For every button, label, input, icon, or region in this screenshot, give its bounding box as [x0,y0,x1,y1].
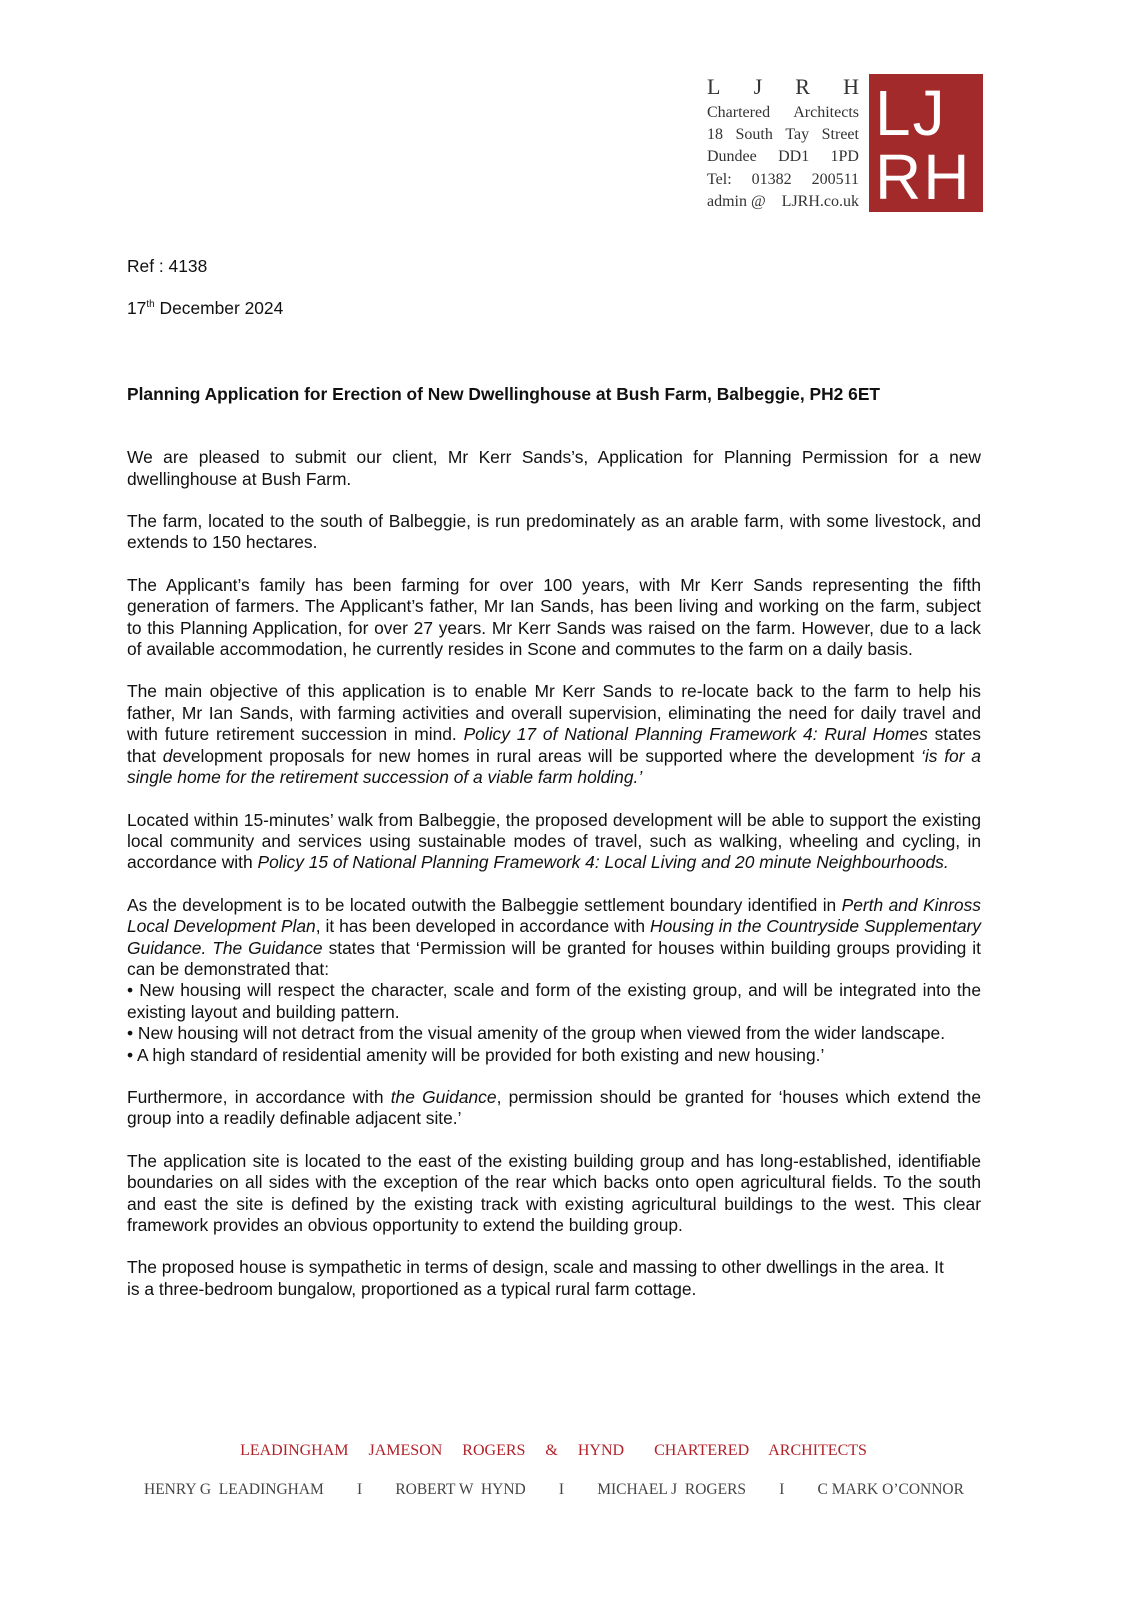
paragraph-8: The application site is located to the east of the existing building group and has long-established, identifiable boundaries on all sides with the exception of the rear which backs onto open agricultural fields. To the south and east the site is defined by the existing track with existing agricultural buildings to the west. This clear framework provides an obvious opportunity to extend the building group. [127,1150,981,1235]
addr-word: LJRH.co.uk [781,192,859,210]
initial: J [753,74,763,99]
paragraph-9: The proposed house is sympathetic in terms of design, scale and massing to other dwellings in the area. It is a three-bedroom bungalow, proportioned as a typical rural farm cottage. [127,1257,944,1299]
letter-title: Planning Application for Erection of New Dwellinghouse at Bush Farm, Balbeggie, PH2 6ET [127,383,881,404]
paragraph-5 [127,810,981,874]
paragraph-2: The farm, located to the south of Balbeggie, is run predominately as an arable farm, with some livestock, and extends to 150 hectares. [127,511,981,553]
initial: R [795,74,810,99]
bullet-item: • A high standard of residential amenity will be provided for both existing and new housing.’ [127,1044,825,1065]
addr-word: Street [821,126,859,144]
text: evelopment proposals for new homes in rural areas will be supported where the development [172,745,922,766]
letter-date [127,298,981,319]
addr-word: DD1 [778,148,810,166]
ljrh-logo [869,74,983,212]
addr-word: 18 [707,126,723,144]
initial: L [707,74,721,99]
addr-word: Tay [785,126,810,144]
letterhead-address [707,74,859,213]
text: states that ‘Permission will be granted for houses within building groups providing it can be demonstrated that: [127,937,982,979]
separator: I [558,1481,565,1498]
paragraph-6 [127,895,981,1066]
partner-name: C MARK O’CONNOR [817,1481,964,1498]
text: , permission should be granted for ‘houses which extend the group into a readily definable adjacent site.’ [127,1086,982,1129]
addr-word: admin @ [707,192,766,210]
footer-firm-name: LEADINGHAM JAMESON ROGERS & HYND CHARTERED ARCHITECTS [240,1442,867,1459]
paragraph-3: The Applicant’s family has been farming for over 100 years, with Mr Kerr Sands representing the fifth generation of farmers. The Applicant’s father, Mr Ian Sands, has been living and working on the farm, subject to this Planning Application, for over 27 years. Mr Kerr Sands was raised on the farm. However, due to a lack of available accommodation, he currently resides in Scone and commutes to the farm on a daily basis. [127,574,981,660]
text: As the development is to be located outwith the Balbeggie settlement boundary identified in [127,894,842,915]
text: Furthermore, in accordance with [127,1086,391,1107]
policy-ref: Policy 15 of National Planning Framework 4: Local Living and 20 minute Neighbourhoods. [257,852,949,873]
text: , it has been developed in accordance with [315,916,651,937]
addr-word: 200511 [811,170,859,188]
paragraph-7 [127,1087,981,1130]
addr-word: Dundee [707,148,757,166]
date-rest: December 2024 [154,298,284,319]
addr-word: 1PD [830,148,859,166]
bullet-item: • New housing will not detract from the visual amenity of the group when viewed from the wider landscape. [127,1023,946,1044]
letter-body [127,256,981,1300]
addr-word: Tel: [707,170,732,188]
partner-name: HENRY G LEADINGHAM [144,1481,324,1498]
separator: I [779,1481,785,1498]
guidance-ref: Housing in the Countryside Supplementary Guidance. The Guidance [127,916,982,958]
addr-word: Architects [793,104,859,121]
bullet-item: • New housing will respect the character, scale and form of the existing group, and will be integrated into the existing layout and building pattern. [127,980,981,1022]
date-suffix: th [146,299,155,311]
policy-ref: Policy 17 of National Planning Framework 4: Rural Homes [463,724,928,745]
paragraph-1: We are pleased to submit our client, Mr Kerr Sands’s, Application for Planning Permission for a new dwellinghouse at Bush Farm. [127,447,981,489]
initial: H [843,74,859,99]
guidance-ref: the Guidance [390,1086,497,1107]
addr-word: 01382 [751,170,792,188]
reference: Ref : 4138 [127,256,208,276]
separator: I [356,1481,363,1498]
logo-top: LJ [875,77,947,149]
partner-name: MICHAEL J ROGERS [597,1481,747,1498]
text: states that [127,724,981,766]
addr-word: South [735,126,773,144]
logo-bottom: RH [875,141,972,213]
text: The main objective of this application is to enable Mr Kerr Sands to re-locate back to the farm to help his father, Mr Ian Sands, with farming activities and overall supervision, eliminating the need for daily travel and with future retirement succession in mind. [127,681,981,745]
quote: ‘is for a single home for the retirement succession of a viable farm holding.’ [127,745,981,788]
paragraph-4 [127,681,981,788]
date-day: 17 [127,298,147,319]
text: Located within 15-minutes’ walk from Balbeggie, the proposed development will be able to support the existing local community and services using sustainable modes of travel, such as walking, wheeling and cycling, in accordance with [127,809,981,873]
partner-name: ROBERT W HYND [395,1481,526,1498]
text: d [162,745,173,766]
addr-word: Chartered [707,104,771,121]
plan-ref: Perth and Kinross Local Development Plan [127,894,981,937]
footer-partners [144,1481,964,1499]
